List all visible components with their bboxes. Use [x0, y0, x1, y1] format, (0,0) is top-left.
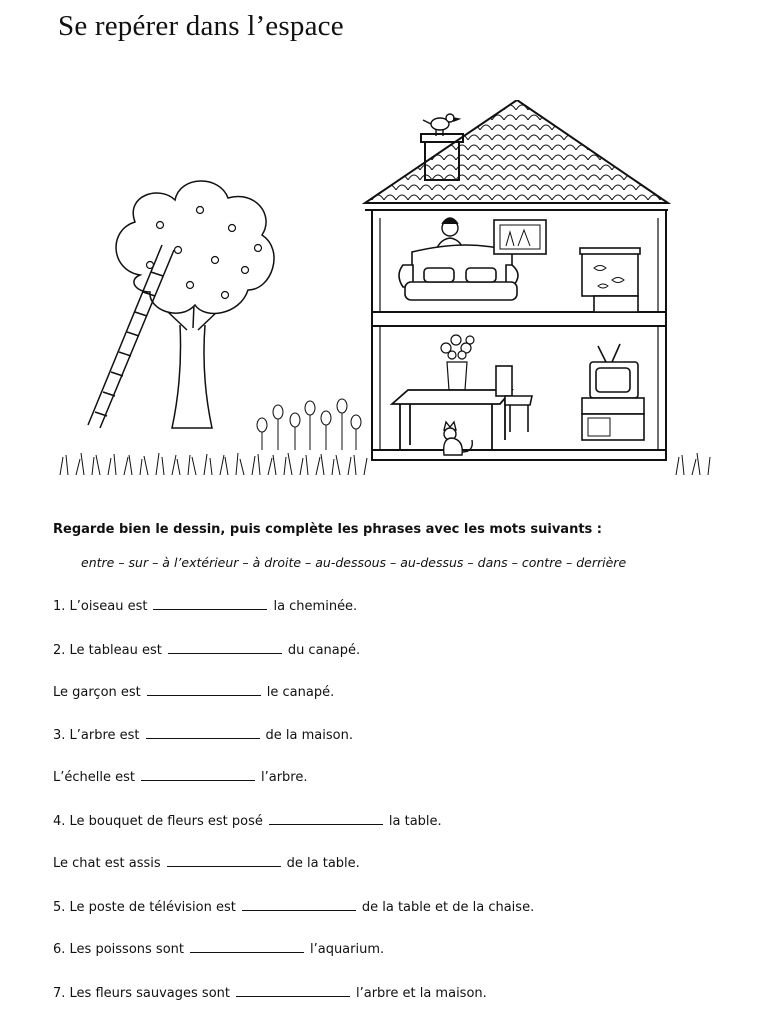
sentence-4	[53, 812, 442, 829]
sentence-7	[53, 984, 487, 1001]
answer-blank-4[interactable]	[269, 812, 383, 825]
sentence-1-start: 1. L’oiseau est	[53, 599, 148, 614]
answer-blank-3b[interactable]	[141, 768, 255, 781]
answer-blank-6[interactable]	[190, 940, 304, 953]
sentence-7-end: l’arbre et la maison.	[356, 986, 487, 1001]
sentence-3-start: 3. L’arbre est	[53, 728, 140, 743]
sentence-2b-start: Le garçon est	[53, 685, 141, 700]
sentence-7-start: 7. Les fleurs sauvages sont	[53, 986, 230, 1001]
sentence-3	[53, 726, 353, 743]
sentence-1	[53, 597, 357, 614]
sentence-4-end: la table.	[388, 814, 442, 829]
tree	[116, 181, 274, 428]
painting	[494, 220, 546, 254]
sentence-6	[53, 940, 384, 957]
answer-blank-2[interactable]	[168, 641, 282, 654]
sentence-3b-end: l’arbre.	[260, 770, 308, 785]
sentence-4-start: 4. Le bouquet de fleurs est posé	[53, 814, 263, 829]
sentence-6-end: l’aquarium.	[309, 942, 385, 957]
bird	[423, 114, 459, 136]
sentence-4b-end: de la table.	[286, 856, 360, 871]
sentence-5-start: 5. Le poste de télévision est	[53, 900, 236, 915]
answer-blank-7[interactable]	[236, 984, 350, 997]
sentence-3-end: de la maison.	[265, 728, 353, 743]
answer-blank-3[interactable]	[146, 726, 260, 739]
answer-blank-1[interactable]	[153, 597, 267, 610]
sentence-3b-start: L’échelle est	[53, 770, 135, 785]
sentence-2-start: 2. Le tableau est	[53, 643, 162, 658]
house-scene-illustration	[0, 100, 768, 490]
answer-blank-5[interactable]	[242, 898, 356, 911]
instruction-text: Regarde bien le dessin, puis complète les phrases avec les mots suivants :	[53, 522, 603, 537]
sentence-5-end: de la table et de la chaise.	[361, 900, 535, 915]
page-title: Se repérer dans l’espace	[58, 10, 344, 42]
sentence-2	[53, 641, 360, 658]
answer-blank-2b[interactable]	[147, 683, 261, 696]
sentence-6-start: 6. Les poissons sont	[53, 942, 184, 957]
sentence-2-end: du canapé.	[287, 643, 361, 658]
sentence-2b	[53, 683, 334, 700]
sentence-4b-start: Le chat est assis	[53, 856, 161, 871]
sentence-4b	[53, 854, 360, 871]
sentence-1-end: la cheminée.	[273, 599, 358, 614]
answer-blank-4b[interactable]	[167, 854, 281, 867]
sentence-3b	[53, 768, 307, 785]
sentence-2b-end: le canapé.	[266, 685, 335, 700]
sentence-5	[53, 898, 534, 915]
word-bank: entre – sur – à l’extérieur – à droite – au-dessous – au-dessus – dans – contre – derrière	[81, 555, 627, 570]
